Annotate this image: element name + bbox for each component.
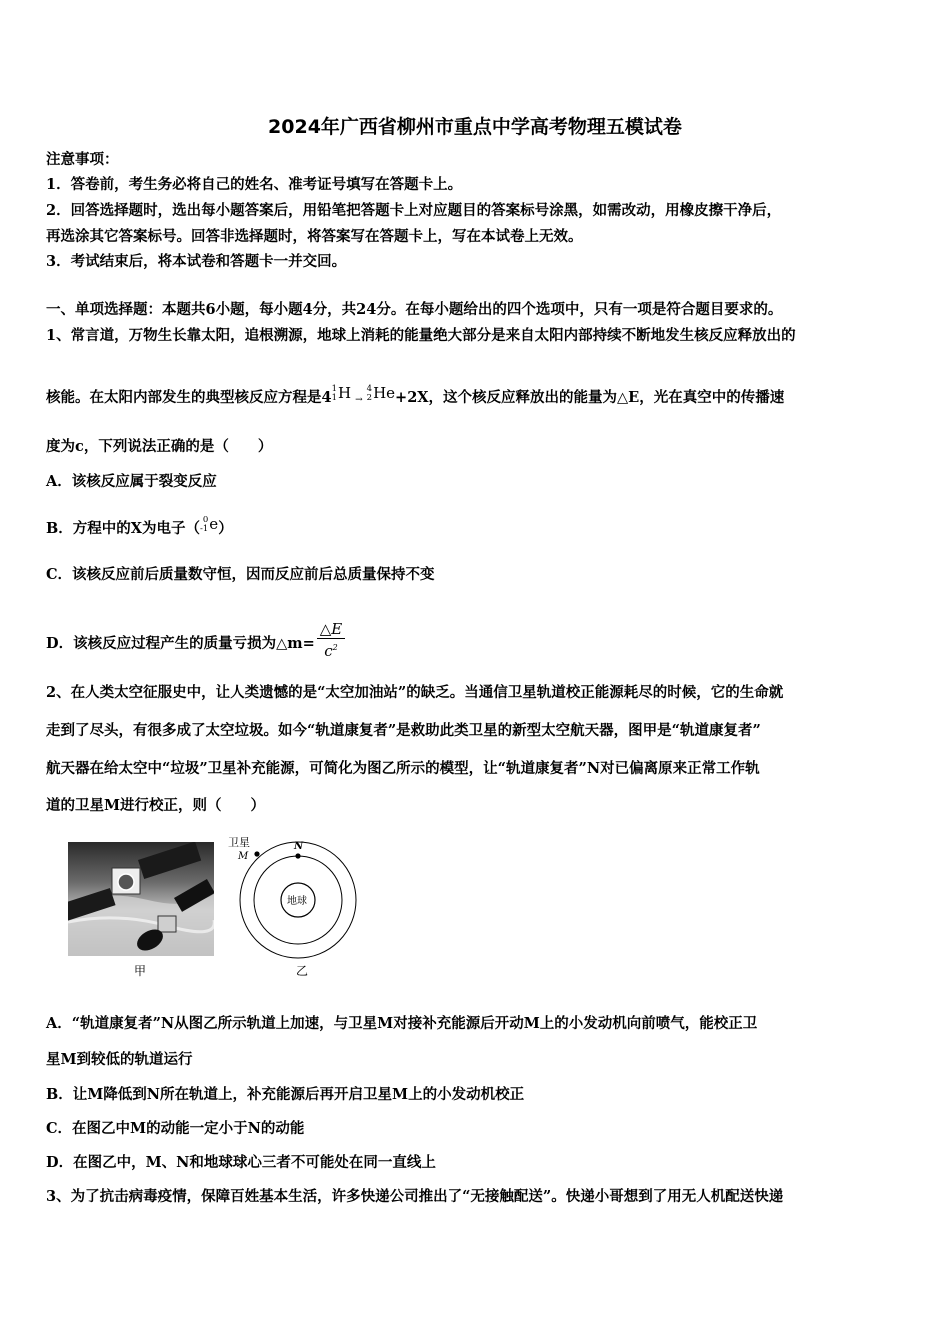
notice-item-2-cont: 再选涂其它答案标号。回答非选择题时，将答案写在答题卡上，写在本试卷上无效。 xyxy=(46,228,583,245)
q2-option-c: C．在图乙中M的动能一定小于N的动能 xyxy=(46,1120,305,1137)
figure-caption-jia: 甲 xyxy=(134,964,147,978)
notice-item-1: 1．答卷前，考生务必将自己的姓名、准考证号填写在答题卡上。 xyxy=(46,176,463,193)
section-1-heading: 一、单项选择题：本题共6小题，每小题4分，共24分。在每小题给出的四个选项中，只有一项是符合题目要求的。 xyxy=(46,301,783,318)
satellite-label: 卫星 xyxy=(228,836,250,849)
electron-nuclide xyxy=(200,515,219,539)
earth-label: 地球 xyxy=(287,896,307,907)
q2-option-d: D．在图乙中，M、N和地球球心三者不可能处在同一直线上 xyxy=(46,1154,436,1171)
denominator-exponent: 2 xyxy=(332,643,338,652)
orbit-diagram xyxy=(222,830,367,970)
e-mass-number: 0 xyxy=(202,515,209,525)
e-symbol: e xyxy=(209,515,219,533)
fraction-numerator: △E xyxy=(317,620,346,639)
hydrogen-nuclide xyxy=(331,384,352,408)
q2-stem-line-4: 道的卫星M进行校正，则（ ） xyxy=(46,797,266,814)
q1-option-c: C．该核反应前后质量数守恒，因而反应前后总质量保持不变 xyxy=(46,566,435,583)
denominator-c: c xyxy=(324,642,333,660)
notice-heading: 注意事项： xyxy=(46,151,119,168)
q1-line2-pre: 核能。在太阳内部发生的典型核反应方程是4 xyxy=(46,389,332,406)
q1-optd-pre: D．该核反应过程产生的质量亏损为△m= xyxy=(46,635,315,652)
h-symbol: H xyxy=(338,384,352,402)
notice-item-2: 2．回答选择题时，选出每小题答案后，用铅笔把答题卡上对应题目的答案标号涂黑，如需改动，用橡皮擦干净后， xyxy=(46,202,782,219)
he-mass-number: 4 xyxy=(366,384,373,394)
m-label: M xyxy=(238,851,249,862)
q2-stem-line-3: 航天器在给太空中“垃圾”卫星补充能源，可简化为图乙所示的模型，让“轨道康复者”N对已偏离原来正常工作轨 xyxy=(46,760,760,777)
q1-option-a: A．该核反应属于裂变反应 xyxy=(46,473,217,490)
q2-stem-line-2: 走到了尽头，有很多成了太空垃圾。如今“轨道康复者”是救助此类卫星的新型太空航天器，图甲是“轨道康复者” xyxy=(46,722,761,739)
q1-stem-line-2 xyxy=(46,384,785,410)
q1-stem-line-1: 1、常言道，万物生长靠太阳，追根溯源，地球上消耗的能量绝大部分是来自太阳内部持续不断地发生核反应释放出的 xyxy=(46,327,796,344)
q1-optb-pre: B．方程中的X为电子（ xyxy=(46,520,201,537)
q1-optb-post: ） xyxy=(218,520,233,537)
h-mass-number: 1 xyxy=(331,384,338,394)
q3-stem-line-1: 3、为了抗击病毒疫情，保障百姓基本生活，许多快递公司推出了“无接触配送”。快递小哥想到了用无人机配送快递 xyxy=(46,1188,784,1205)
mass-defect-fraction xyxy=(317,620,346,660)
notice-item-3: 3．考试结束后，将本试卷和答题卡一并交回。 xyxy=(46,253,347,270)
q2-option-a-line-1: A．“轨道康复者”N从图乙所示轨道上加速，与卫星M对接补充能源后开动M上的小发动机向前喷气，能校正卫 xyxy=(46,1015,758,1032)
he-charge-number: 2 xyxy=(366,393,373,403)
spacecraft-photo xyxy=(68,842,214,956)
h-charge-number: 1 xyxy=(331,393,338,403)
satellite-m-dot xyxy=(254,851,259,856)
q2-stem-line-1: 2、在人类太空征服史中，让人类遗憾的是“太空加油站”的缺乏。当通信卫星轨道校正能源耗尽的时候，它的生命就 xyxy=(46,684,784,701)
helium-nuclide xyxy=(366,384,396,408)
rescuer-n-dot xyxy=(295,853,300,858)
e-charge-number: -1 xyxy=(200,524,209,534)
fraction-denominator xyxy=(324,639,338,660)
q1-line2-post: +2X，这个核反应释放出的能量为△E，光在真空中的传播速 xyxy=(395,389,785,406)
page-title: 2024年广西省柳州市重点中学高考物理五模试卷 xyxy=(268,116,682,138)
q1-stem-line-3: 度为c，下列说法正确的是（ ） xyxy=(46,438,273,455)
reaction-arrow: → xyxy=(355,395,363,405)
he-symbol: He xyxy=(373,384,396,402)
q1-option-b xyxy=(46,515,233,539)
n-label: N xyxy=(294,841,304,852)
q1-option-d xyxy=(46,620,345,664)
figure-caption-yi: 乙 xyxy=(296,964,309,978)
q2-option-b: B．让M降低到N所在轨道上，补充能源后再开启卫星M上的小发动机校正 xyxy=(46,1086,525,1103)
q2-option-a-line-2: 星M到较低的轨道运行 xyxy=(46,1051,193,1068)
